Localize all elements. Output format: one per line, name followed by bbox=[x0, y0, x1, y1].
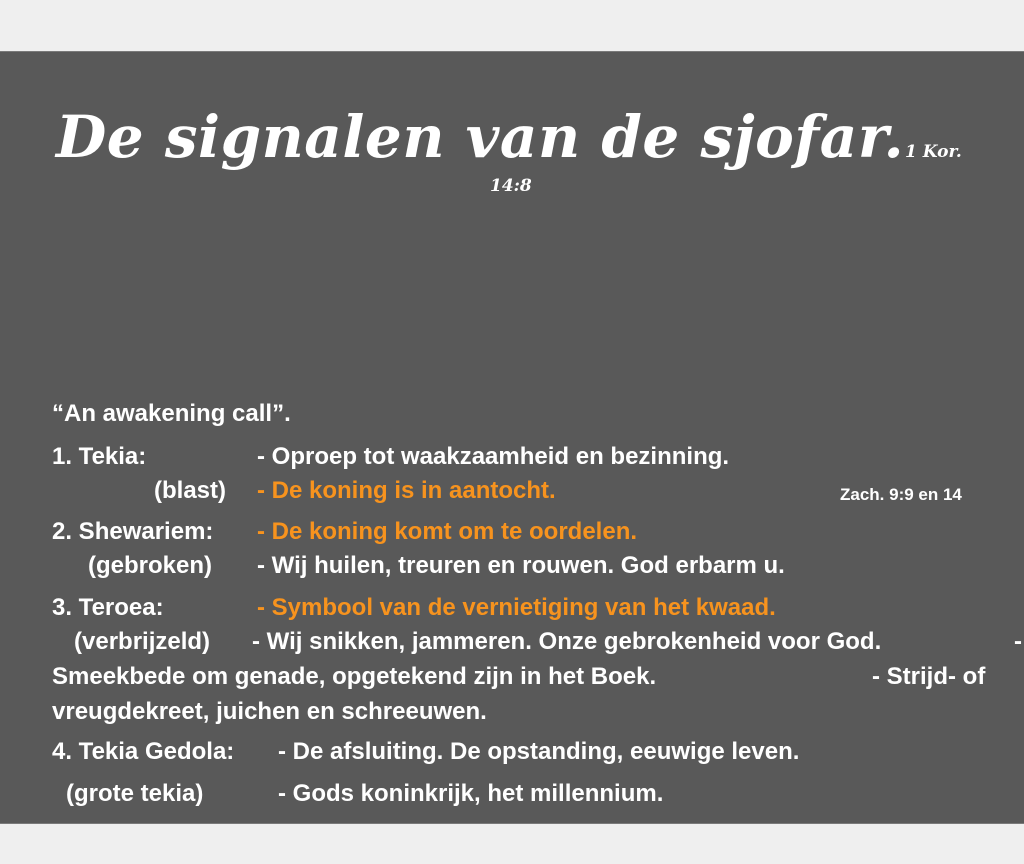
signal-3-label: 3. Teroea: bbox=[52, 594, 164, 621]
signal-2-line-2: - Wij huilen, treuren en rouwen. God erbarm u. bbox=[257, 552, 785, 579]
signal-4-sublabel: (grote tekia) bbox=[66, 780, 204, 807]
signal-3-line-2: - Wij snikken, jammeren. Onze gebrokenheid voor God. bbox=[252, 628, 882, 655]
scripture-reference-verse: 14:8 bbox=[490, 176, 532, 196]
signal-2-label: 2. Shewariem: bbox=[52, 518, 214, 545]
slide-title: De signalen van de sjofar. bbox=[56, 103, 905, 171]
signal-3-sublabel: (verbrijzeld) bbox=[74, 628, 211, 655]
signal-3-wrap-3: vreugdekreet, juichen en schreeuwen. bbox=[52, 698, 487, 725]
signal-1-line-2: - De koning is in aantocht. bbox=[257, 477, 556, 504]
signal-3-line-3: - bbox=[1014, 628, 1022, 655]
signal-4-label: 4. Tekia Gedola: bbox=[52, 738, 235, 765]
scripture-reference-book: 1 Kor. bbox=[905, 142, 962, 162]
signal-4-line-1: - De afsluiting. De opstanding, eeuwige leven. bbox=[278, 738, 800, 765]
signal-3-line-1: - Symbool van de vernietiging van het kwaad. bbox=[257, 594, 776, 621]
signal-1-reference: Zach. 9:9 en 14 bbox=[840, 485, 962, 504]
slide bbox=[0, 51, 1024, 824]
signal-1-line-1: - Oproep tot waakzaamheid en bezinning. bbox=[257, 443, 730, 470]
signal-2-line-1: - De koning komt om te oordelen. bbox=[257, 518, 638, 545]
signal-1-sublabel: (blast) bbox=[154, 477, 226, 504]
signal-2-sublabel: (gebroken) bbox=[88, 552, 213, 579]
intro-line: “An awakening call”. bbox=[52, 400, 291, 427]
signal-3-wrap-2: - Strijd- of bbox=[872, 663, 986, 690]
signal-1-label: 1. Tekia: bbox=[52, 443, 147, 470]
signal-4-line-2: - Gods koninkrijk, het millennium. bbox=[278, 780, 664, 807]
signal-3-wrap-1: Smeekbede om genade, opgetekend zijn in het Boek. bbox=[52, 663, 657, 690]
